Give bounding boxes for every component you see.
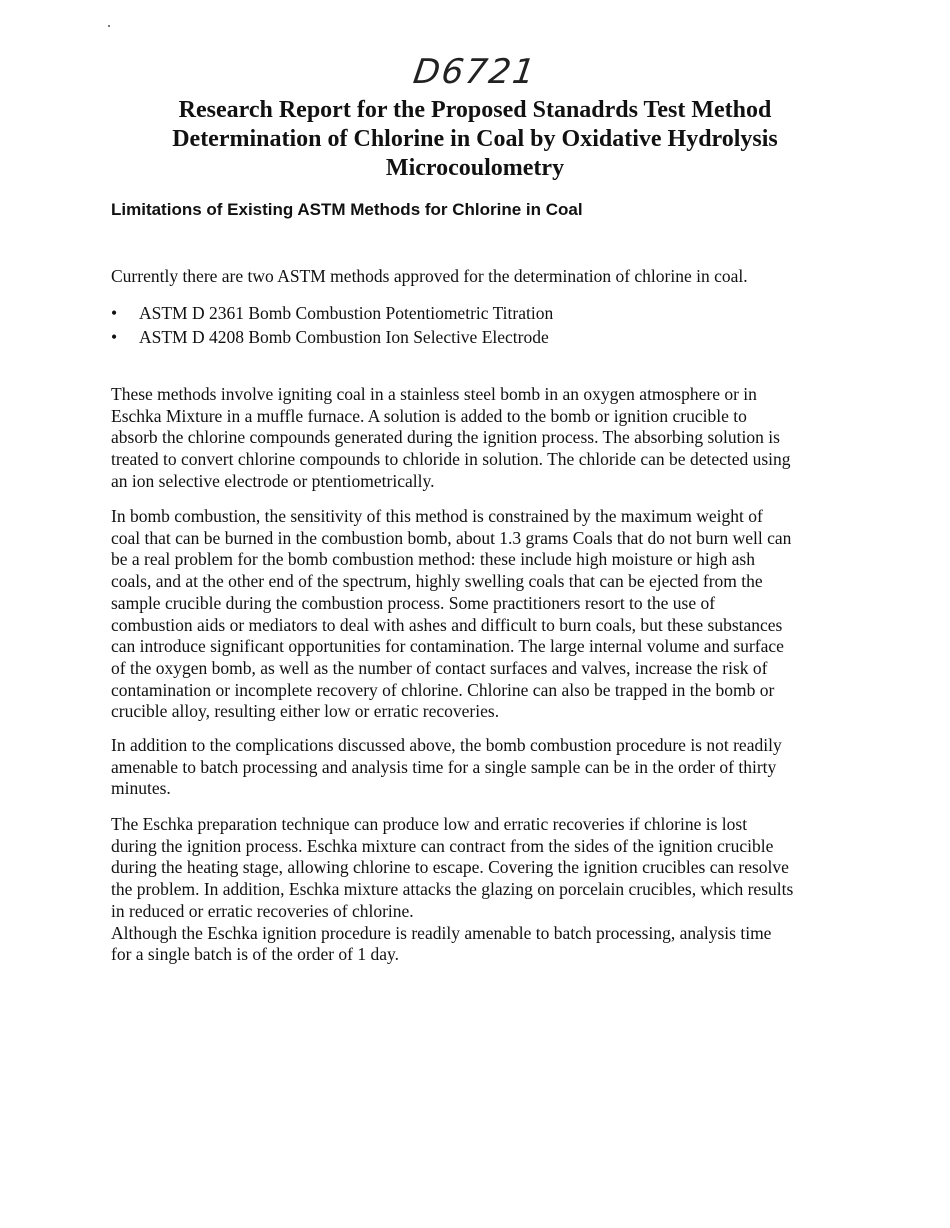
text-line: be a real problem for the bomb combustion method: these include high moisture or high ash	[111, 549, 755, 570]
paragraph-methods	[111, 384, 851, 493]
text-line: during the ignition process. Eschka mixture can contract from the sides of the ignition crucible	[111, 835, 774, 856]
text-line: In addition to the complications discussed above, the bomb combustion procedure is not readily	[111, 735, 782, 755]
text-line: amenable to batch processing and analysis time for a single sample can be in the order of thirty	[111, 756, 777, 777]
text-line: can introduce significant opportunities for contamination. The large internal volume and surface	[111, 636, 784, 657]
text-line: The Eschka preparation technique can produce low and erratic recoveries if chlorine is lost	[111, 814, 748, 834]
text-line: Although the Eschka ignition procedure is readily amenable to batch processing, analysis time	[111, 922, 772, 943]
intro-paragraph	[111, 266, 851, 288]
title-line: Microcoulometry	[385, 155, 565, 181]
list-item-text: ASTM D 4208 Bomb Combustion Ion Selective Electrode	[139, 326, 549, 347]
bullet-icon: •	[111, 303, 118, 323]
text-line: during the heating stage, allowing chlorine to escape. Covering the ignition crucibles can resolve	[111, 857, 789, 878]
list-item	[111, 302, 553, 326]
text-line: of the oxygen bomb, as well as the number of contact surfaces and valves, increase the risk of	[111, 657, 768, 678]
text-line: for a single batch is of the order of 1 day.	[111, 944, 400, 965]
title-line: Research Report for the Proposed Stanadrds Test Method	[178, 97, 772, 123]
title-line: Determination of Chlorine in Coal by Oxidative Hydrolysis	[172, 126, 778, 152]
text-line: Currently there are two ASTM methods approved for the determination of chlorine in coal.	[111, 266, 748, 286]
section-heading: Limitations of Existing ASTM Methods for Chlorine in Coal	[111, 200, 583, 219]
paragraph-batch-processing	[111, 735, 851, 800]
report-title	[100, 96, 850, 183]
bullet-icon: •	[111, 326, 118, 347]
scan-speck	[108, 25, 110, 27]
text-line: treated to convert chlorine compounds to chloride in solution. The chloride can be detected using	[111, 449, 791, 470]
text-line: sample crucible during the combustion process. Some practitioners resort to the use of	[111, 592, 716, 613]
text-line: combustion aids or mediators to deal with ashes and difficult to burn coals, but these substances	[111, 614, 783, 635]
handwritten-document-number: D6721	[410, 52, 540, 92]
paragraph-eschka	[111, 814, 851, 966]
text-line: the problem. In addition, Eschka mixture attacks the glazing on porcelain crucibles, which results	[111, 879, 794, 900]
text-line: These methods involve igniting coal in a stainless steel bomb in an oxygen atmosphere or in	[111, 384, 757, 404]
text-line: crucible alloy, resulting either low or erratic recoveries.	[111, 701, 500, 722]
methods-bullet-list	[111, 302, 553, 349]
text-line: an ion selective electrode or ptentiometrically.	[111, 470, 435, 491]
text-line: In bomb combustion, the sensitivity of this method is constrained by the maximum weight of	[111, 506, 763, 526]
paragraph-bomb-combustion	[111, 506, 851, 723]
text-line: coal that can be burned in the combustion bomb, about 1.3 grams Coals that do not burn well can	[111, 527, 792, 548]
text-line: absorb the chlorine compounds generated during the ignition process. The absorbing solution is	[111, 427, 780, 448]
list-item	[111, 326, 553, 350]
list-item-text: ASTM D 2361 Bomb Combustion Potentiometric Titration	[139, 303, 554, 323]
text-line: contamination or incomplete recovery of chlorine. Chlorine can also be trapped in the bomb or	[111, 679, 775, 700]
text-line: Eschka Mixture in a muffle furnace. A solution is added to the bomb or ignition crucible to	[111, 405, 747, 426]
text-line: coals, and at the other end of the spectrum, highly swelling coals that can be ejected from the	[111, 571, 763, 592]
text-line: in reduced or erratic recoveries of chlorine.	[111, 900, 414, 921]
text-line: minutes.	[111, 778, 171, 799]
